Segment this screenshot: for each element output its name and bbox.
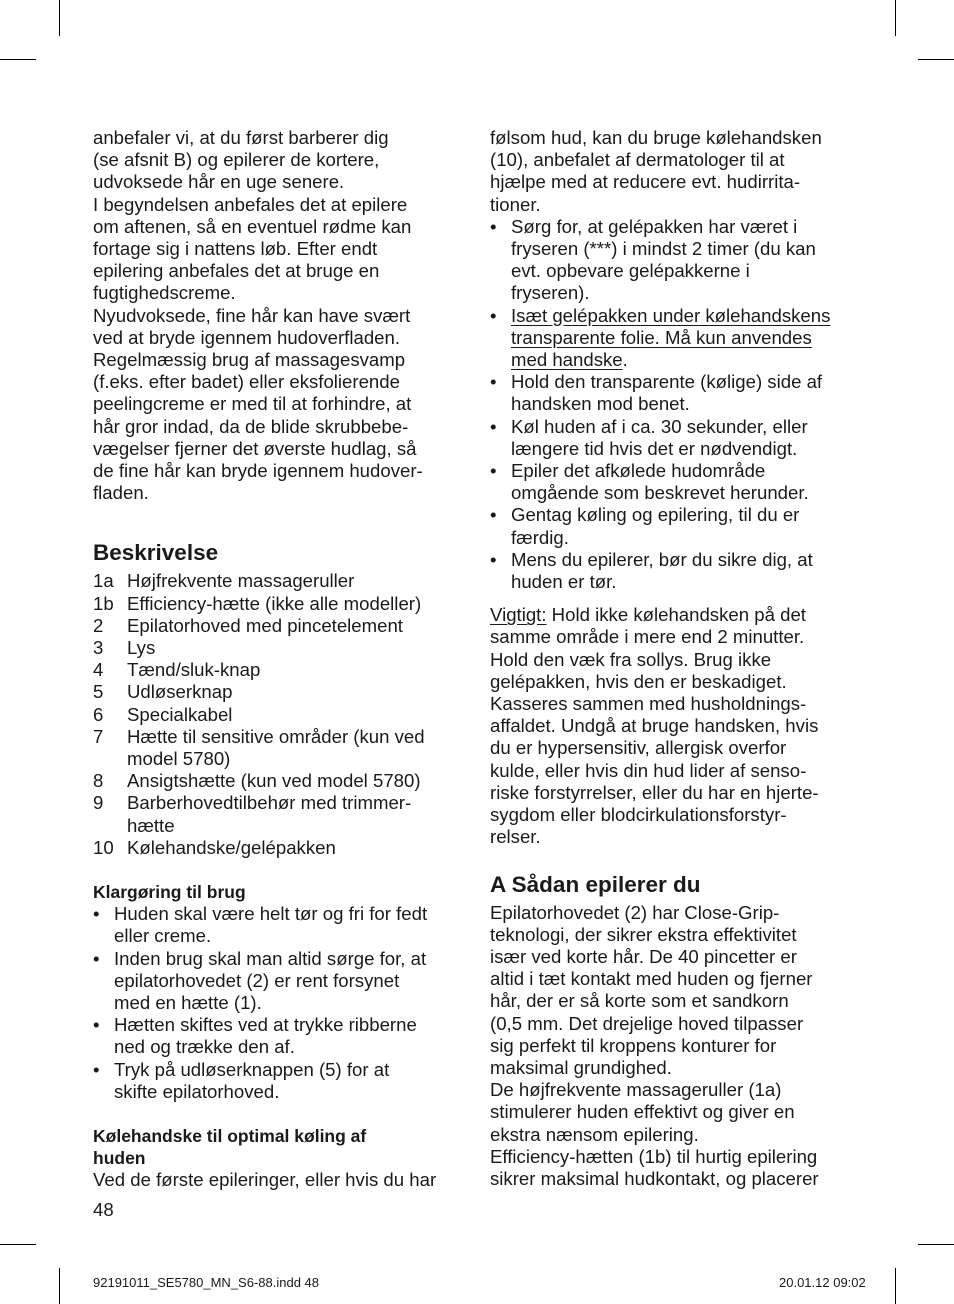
crop-mark-bottom-right-h bbox=[918, 1244, 954, 1245]
list-item: • Mens du epilerer, bør du sikre dig, at huden er tør. bbox=[490, 549, 865, 593]
list-item: • Tryk på udløserknappen (5) for at skifte epilatorhoved. bbox=[93, 1059, 465, 1103]
important-label: Vigtigt: bbox=[490, 604, 547, 626]
parts-item: 7 Hætte til sensitive områder (kun ved model 5780) bbox=[93, 725, 425, 770]
page-number: 48 bbox=[93, 1199, 114, 1220]
continued-paragraph: følsom hud, kan du bruge kølehandsken (10), anbefalet af dermatologer til at hjælpe med at reducere evt. hudirrita- tioner. bbox=[490, 127, 822, 215]
description-heading: Beskrivelse bbox=[93, 540, 219, 566]
crop-mark-bottom-right-v bbox=[895, 1268, 896, 1304]
glove-intro: Ved de første epileringer, eller hvis du har bbox=[93, 1168, 437, 1190]
glove-list bbox=[490, 216, 865, 593]
list-item: • Huden skal være helt tør og fri for fedt eller creme. bbox=[93, 903, 465, 947]
footer-file: 92191011_SE5780_MN_S6-88.indd 48 bbox=[93, 1275, 319, 1290]
parts-item: 1b Efficiency-hætte (ikke alle modeller) bbox=[93, 592, 422, 614]
glove-heading: Kølehandske til optimal køling af huden bbox=[93, 1125, 367, 1168]
prep-heading: Klargøring til brug bbox=[93, 882, 246, 903]
list-item: • Køl huden af i ca. 30 sekunder, eller længere tid hvis det er nødvendigt. bbox=[490, 416, 865, 460]
parts-item: 8 Ansigtshætte (kun ved model 5780) bbox=[93, 770, 421, 792]
important-note: Vigtigt: Hold ikke kølehandsken på det samme område i mere end 2 minutter. Hold den væk fra sollys. Brug ikke gelépakken, hvis den er beskadiget. Kasseres sammen med husholdnings- affaldet. Undgå at bruge handsken, hvis du er hypersensitiv, allergisk overfor kulde, eller hvis din hud lider af senso- riske forstyrrelser, eller du har en hjerte- sygdom eller blodcirkulationsforstyr- relser. bbox=[490, 604, 819, 848]
list-item: • Gentag køling og epilering, til du er færdig. bbox=[490, 504, 865, 548]
list-item: • Inden brug skal man altid sørge for, at epilatorhovedet (2) er rent forsynet med en hætte (1). bbox=[93, 948, 465, 1015]
crop-mark-bottom-left-h bbox=[0, 1244, 36, 1245]
crop-mark-bottom-left-v bbox=[59, 1268, 60, 1304]
list-item: • Hætten skiftes ved at trykke ribberne ned og trække den af. bbox=[93, 1014, 465, 1058]
list-item: • Hold den transparente (kølige) side af handsken mod benet. bbox=[490, 371, 865, 415]
right-column bbox=[490, 127, 865, 1190]
crop-mark-top-right-v bbox=[895, 0, 896, 36]
parts-item: 10 Kølehandske/gelépakken bbox=[93, 836, 336, 858]
parts-item: 6 Specialkabel bbox=[93, 703, 233, 725]
footer-date: 20.01.12 09:02 bbox=[779, 1275, 866, 1290]
parts-item: 5 Udløserknap bbox=[93, 681, 233, 703]
intro-paragraph: anbefaler vi, at du først barberer dig (se afsnit B) og epilerer de kortere, udvoksede hår en uge senere. I begyndelsen anbefales det at epilere om aftenen, så en eventuel rødme kan fortage sig i nattens løb. Efter endt epilering anbefales det at bruge en fugtighedscreme. Nyudvoksede, fine hår kan have svært ved at bryde igennem hudoverfladen. Regelmæssig brug af massagesvamp (f.eks. efter badet) eller eksfolierende peelingcreme er med til at forhindre, at hår gror indad, da de blide skrubbebe- vægelser fjerner det øverste hudlag, så de fine hår kan bryde igennem hudover- fladen. bbox=[93, 127, 423, 504]
left-column bbox=[93, 127, 465, 1191]
crop-mark-top-right-h bbox=[918, 59, 954, 60]
list-item-underlined: • Isæt gelépakken under kølehandskens transparente folie. Må kun anvendes med handske. bbox=[490, 305, 865, 372]
parts-item: 1a Højfrekvente massageruller bbox=[93, 570, 355, 592]
parts-item: 2 Epilatorhoved med pincetelement bbox=[93, 614, 403, 636]
parts-item: 3 Lys bbox=[93, 637, 156, 659]
crop-mark-top-left-h bbox=[0, 59, 36, 60]
parts-list bbox=[93, 570, 465, 859]
parts-item: 4 Tænd/sluk-knap bbox=[93, 659, 261, 681]
crop-mark-top-left-v bbox=[59, 0, 60, 36]
list-item: • Epiler det afkølede hudområde omgående som beskrevet herunder. bbox=[490, 460, 865, 504]
section-a-text: Epilatorhovedet (2) har Close-Grip- teknologi, der sikrer ekstra effektivitet især ved korte hår. De 40 pincetter er altid i tæt kontakt med huden og fjerner hår, der er så korte som et sandkorn (0,5 mm. Det drejelige hoved tilpasser sig perfekt til kroppens konturer for maksimal grundighed. De højfrekvente massageruller (1a) stimulerer huden effektivt og giver en ekstra nænsom epilering. Efficiency-hætten (1b) til hurtig epilering sikrer maksimal hudkontakt, og placerer bbox=[490, 901, 819, 1189]
parts-item: 9 Barberhovedtilbehør med trimmer- hætte bbox=[93, 792, 412, 836]
list-item: • Sørg for, at gelépakken har været i fryseren (***) i mindst 2 timer (du kan evt. opbevare gelépakkerne i fryseren). bbox=[490, 216, 865, 305]
prep-list bbox=[93, 903, 465, 1103]
section-a-heading: A Sådan epilerer du bbox=[490, 871, 701, 897]
